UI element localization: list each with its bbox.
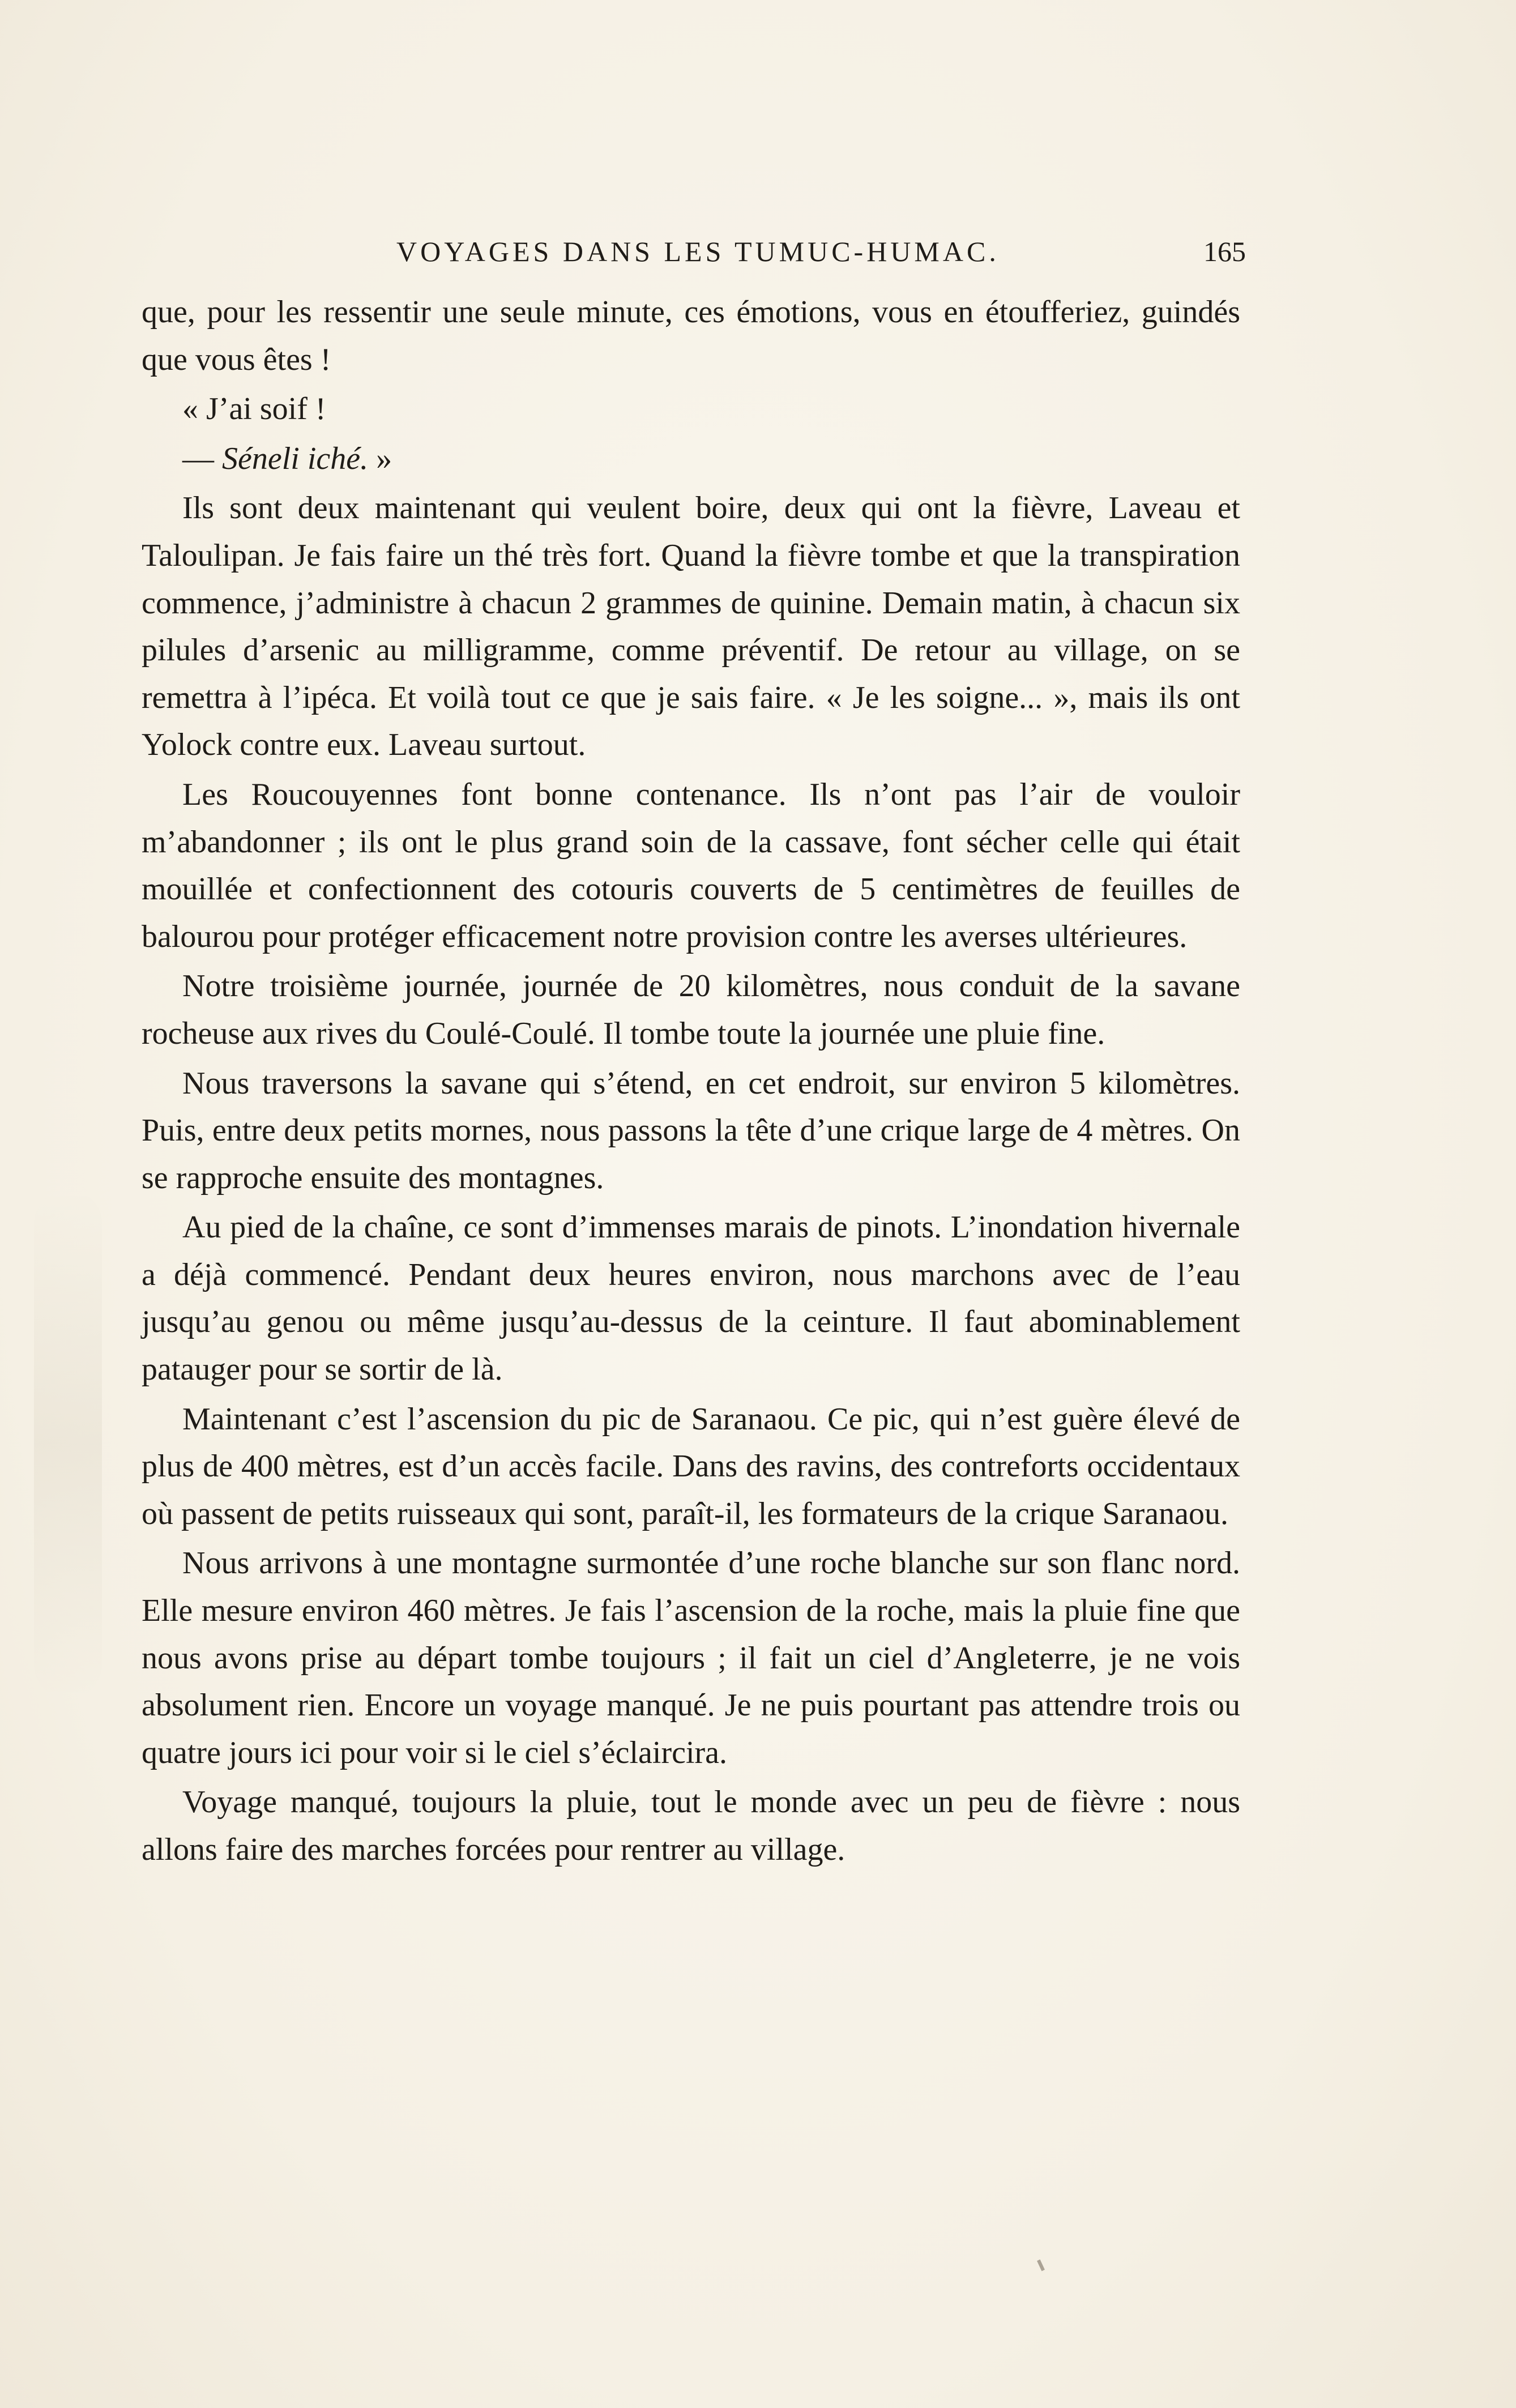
paragraph-5: Notre troisième journée, journée de 20 kilomètres, nous conduit de la savane rocheuse aux rives du Coulé-Coulé. Il tombe toute la journée une pluie fine. <box>142 968 1240 1051</box>
body-text <box>142 289 1240 1876</box>
paragraph-4: Les Roucouyennes font bonne contenance. Ils n’ont pas l’air de vouloir m’abandonner ; ils ont le plus grand soin de la cassave, font sécher celle qui était mouillée et confectionnent des cotouris couverts de 5 centimètres de feuilles de balourou pour protéger efficacement notre provision contre les averses ultérieures. <box>142 776 1240 954</box>
page-header <box>142 235 1246 275</box>
paragraph-10: Voyage manqué, toujours la pluie, tout le monde avec un peu de fièvre : nous allons faire des marches forcées pour rentrer au village. <box>142 1784 1240 1867</box>
paragraph-8: Maintenant c’est l’ascension du pic de Saranaou. Ce pic, qui n’est guère élevé de plus de 400 mètres, est d’un accès facile. Dans des ravins, des contreforts occidentaux où passent de petits ruisseaux qui sont, paraît-il, les formateurs de la crique Saranaou. <box>142 1401 1240 1531</box>
paragraph-6: Nous traversons la savane qui s’étend, en cet endroit, sur environ 5 kilomètres. Puis, entre deux petits mornes, nous passons la tête d’une crique large de 4 mètres. On se rapproche ensuite des montagnes. <box>142 1065 1240 1196</box>
paragraph-9: Nous arrivons à une montagne surmontée d’une roche blanche sur son flanc nord. Elle mesure environ 460 mètres. Je fais l’ascension de la roche, mais la pluie fine que nous avons prise au départ tombe toujours ; il fait un ciel d’Angleterre, je ne vois absolument rien. Encore un voyage manqué. Je ne puis pourtant pas attendre trois ou quatre jours ici pour voir si le ciel s’éclaircira. <box>142 1545 1240 1770</box>
dialogue-dash: — <box>182 441 222 476</box>
page-number: 165 <box>1203 236 1246 267</box>
ink-speck <box>1037 2260 1045 2272</box>
paragraph-1: que, pour les ressentir une seule minute, ces émotions, vous en étoufferiez, guindés que vous êtes ! <box>142 294 1240 377</box>
dialogue-close: » <box>368 441 392 476</box>
paragraph-2: « J’ai soif ! <box>182 391 326 427</box>
paragraph-3: Ils sont deux maintenant qui veulent boire, deux qui ont la fièvre, Laveau et Taloulipan. Je fais faire un thé très fort. Quand la fièvre tombe et que la transpiration commence, j’administre à chacun 2 grammes de quinine. Demain matin, à chacun six pilules d’arsenic au milligramme, comme préventif. De retour au village, on se remettra à l’ipéca. Et voilà tout ce que je sais faire. « Je les soigne... », mais ils ont Yolock contre eux. Laveau surtout. <box>142 490 1240 763</box>
dialogue-italic: Séneli iché. <box>222 441 369 476</box>
paragraph-dialogue <box>142 436 1240 483</box>
paragraph-7: Au pied de la chaîne, ce sont d’immenses marais de pinots. L’inondation hivernale a déjà commencé. Pendant deux heures environ, nous marchons avec de l’eau jusqu’au genou ou même jusqu’au-dessus de la ceinture. Il faut abominablement patauger pour se sortir de là. <box>142 1210 1240 1387</box>
running-title: VOYAGES DANS LES TUMUC-HUMAC. <box>396 236 1000 267</box>
page-stain <box>34 1189 102 1699</box>
